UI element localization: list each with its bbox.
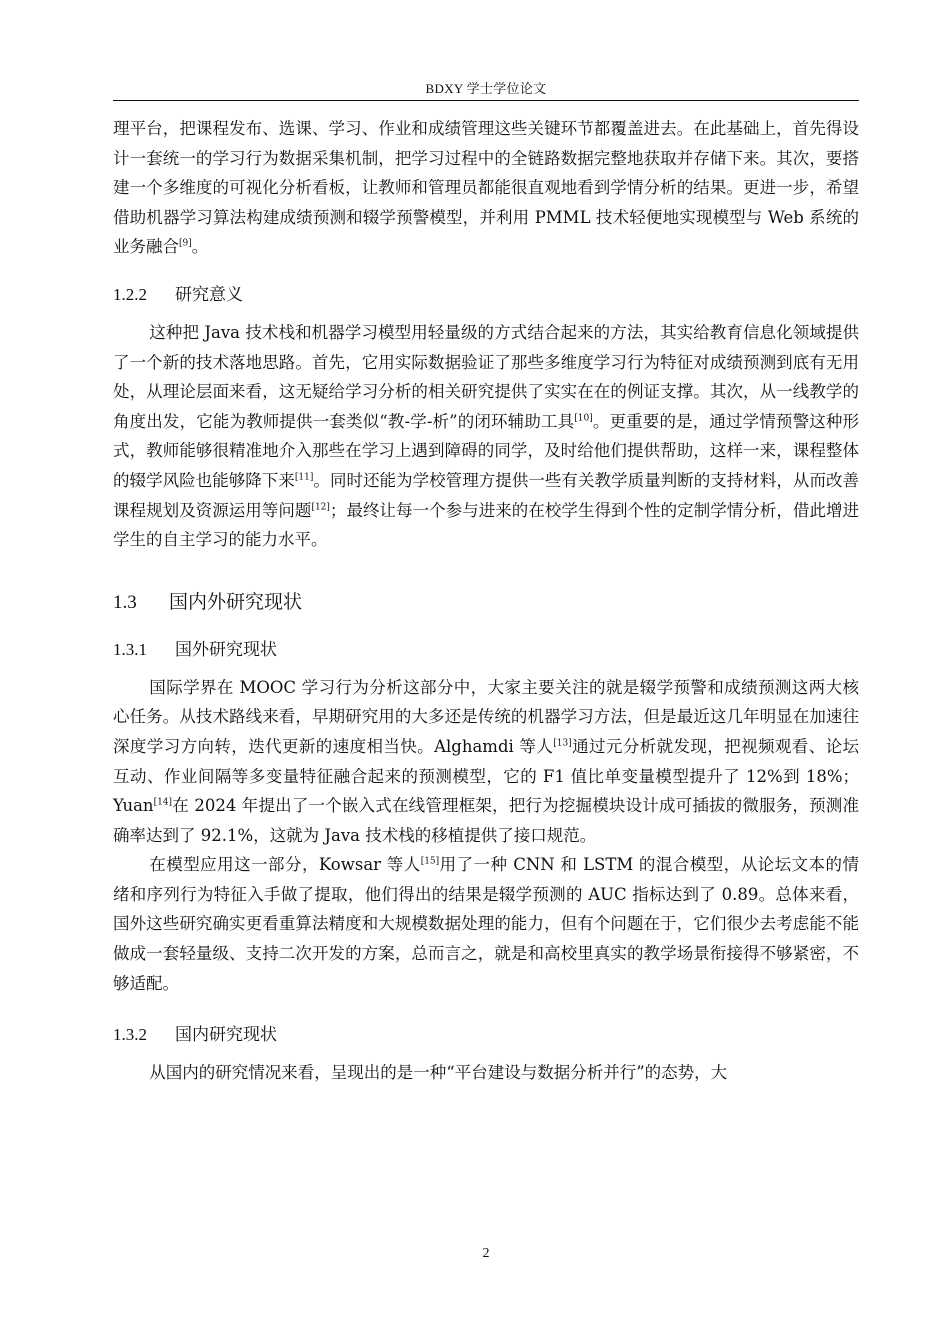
heading-1-3 (113, 577, 859, 627)
section-title: 国内研究现状 (175, 1025, 277, 1046)
paragraph-text: 。同时还能为学校管理方提供一些有关教学质量判断的支持材料，从而改善课程规划及资源运用等问题 (113, 470, 860, 520)
citation-9: [9] (179, 238, 192, 249)
paragraph-text: 在模型应用这一部分，Kowsar 等人 (149, 855, 421, 875)
section-title: 国内外研究现状 (169, 590, 303, 613)
section-number: 1.3 (113, 591, 137, 613)
citation-15: [15] (420, 856, 440, 867)
paragraph-text: 。 (191, 237, 209, 257)
header-rule (113, 100, 859, 101)
heading-1-2-2 (113, 272, 859, 318)
heading-1-3-2 (113, 1012, 859, 1058)
section-number: 1.2.2 (113, 284, 147, 304)
citation-10: [10] (574, 413, 593, 424)
page-header: BDXY 学士学位论文 (425, 81, 547, 96)
section-number: 1.3.1 (113, 639, 147, 659)
paragraph-text: 这种把 Java 技术栈和机器学习模型用轻量级的方式结合起来的方法，其实给教育信息化领域提供了一个新的技术落地思路。首先，它用实际数据验证了那些多维度学习行为特征对成绩预测到底有无用处，从理论层面来看，这无疑给学习分析的相关研究提供了实实在在的例证支撑。其次，从一线教学的角度出发，它能为教师提供一套类似“教-学-析”的闭环辅助工具 (113, 322, 859, 431)
paragraph-foreign-research-2 (113, 850, 859, 998)
citation-11: [11] (294, 472, 314, 483)
citation-13: [13] (553, 738, 572, 749)
paragraph-intro-continued (113, 114, 859, 262)
paragraph-domestic-research (113, 1058, 859, 1088)
paragraph-text: 国际学界在 MOOC 学习行为分析这部分中，大家主要关注的就是辍学预警和成绩预测这两大核心任务。从技术路线来看，早期研究用的大多还是传统的机器学习方法，但是最近这几年明显在加速往深度学习方向转，迭代更新的速度相当快。Alghamdi 等人 (113, 677, 859, 756)
paragraph-research-significance (113, 318, 859, 555)
paragraph-text: 理平台，把课程发布、选课、学习、作业和成绩管理这些关键环节都覆盖进去。在此基础上，首先得设计一套统一的学习行为数据采集机制，把学习过程中的全链路数据完整地获取并存储下来。其次，要搭建一个多维度的可视化分析看板，让教师和管理员都能很直观地看到学情分析的结果。更进一步，希望借助机器学习算法构建成绩预测和辍学预警模型，并利用 PMML 技术轻便地实现模型与 Web 系统的业务融合 (113, 119, 859, 257)
paragraph-text: 在 2024 年提出了一个嵌入式在线管理框架，把行为挖掘模块设计成可插拔的微服务，预测准确率达到了 92.1%，这就为 Java 技术栈的移植提供了接口规范。 (113, 796, 859, 845)
page-body (113, 114, 859, 1088)
heading-1-3-1 (113, 627, 859, 673)
paragraph-text: 。更重要的是，通过学情预警这种形式，教师能够很精准地介入那些在学习上遇到障碍的同学，及时给他们提供帮助，这样一来，课程整体的辍学风险也能够降下来 (113, 411, 859, 490)
section-number: 1.3.2 (113, 1025, 147, 1045)
citation-12: [12] (311, 502, 330, 513)
section-title: 研究意义 (175, 284, 243, 305)
paragraph-foreign-research-1 (113, 673, 859, 851)
paragraph-text: 从国内的研究情况来看，呈现出的是一种“平台建设与数据分析并行”的态势，大 (149, 1063, 728, 1083)
page-number: 2 (482, 1246, 490, 1261)
section-title: 国外研究现状 (175, 639, 277, 660)
citation-14: [14] (153, 797, 173, 808)
paragraph-text: 用了一种 CNN 和 LSTM 的混合模型，从论坛文本的情绪和序列行为特征入手做了提取，他们得出的结果是辍学预测的 AUC 指标达到了 0.89。总体来看，国外这些研究确实更看重算法精度和大规模数据处理的能力，但有个问题在于，它们很少去考虑能不能做成一套轻量级、支持二次开发的方案，总而言之，就是和高校里真实的教学场景衔接得不够紧密，不够适配。 (113, 855, 859, 993)
paragraph-text: 通过元分析就发现，把视频观看、论坛互动、作业间隔等多变量特征融合起来的预测模型，它的 F1 值比单变量模型提升了 12%到 18%；Yuan (113, 736, 860, 816)
paragraph-text: ；最终让每一个参与进来的在校学生得到个性的定制学情分析，借此增进学生的自主学习的能力水平。 (113, 500, 860, 550)
